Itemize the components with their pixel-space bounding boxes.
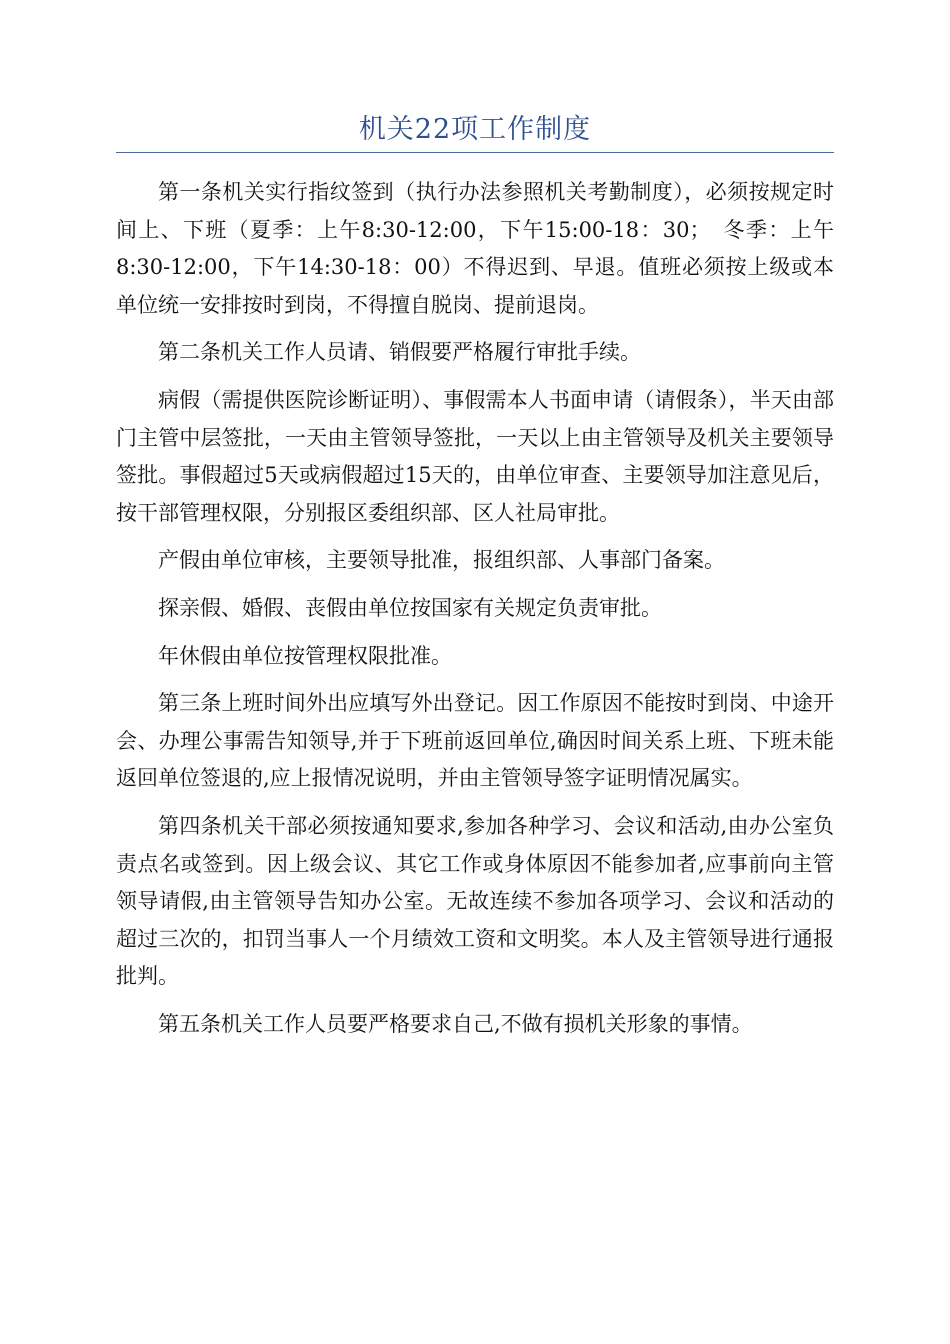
- paragraph-annual-leave: 年休假由单位按管理权限批准。: [158, 643, 452, 668]
- paragraph-article-2: 第二条机关工作人员请、销假要严格履行审批手续。: [158, 340, 641, 365]
- document-body: [116, 174, 834, 1053]
- paragraph-maternity-leave: 产假由单位审核，主要领导批准，报组织部、人事部门备案。: [158, 548, 725, 573]
- paragraph-family-leave: 探亲假、婚假、丧假由单位按国家有关规定负责审批。: [158, 595, 662, 620]
- paragraph-article-4: 第四条机关干部必须按通知要求,参加各种学习、会议和活动,由办公室负责点名或签到。因上级会议、其它工作或身体原因不能参加者,应事前向主管领导请假,由主管领导告知办公室。无故连续不参加各项学习、会议和活动的超过三次的，扣罚当事人一个月绩效工资和文明奖。本人及主管领导进行通报批判。: [116, 813, 834, 989]
- paragraph-article-1: 第一条机关实行指纹签到（执行办法参照机关考勤制度），必须按规定时间上、下班（夏季：上午8:30-12:00，下午15:00-18：30； 冬季：上午8:30-12:00，下午14:30-18：00）不得迟到、早退。值班必须按上级或本单位统一安排按时到岗，不得擅自脱岗、提前退岗。: [116, 180, 834, 317]
- title-block: [116, 112, 834, 153]
- paragraph-article-5: 第五条机关工作人员要严格要求自己,不做有损机关形象的事情。: [158, 1011, 753, 1036]
- paragraph-sick-leave: 病假（需提供医院诊断证明）、事假需本人书面申请（请假条），半天由部门主管中层签批，一天由主管领导签批，一天以上由主管领导及机关主要领导签批。事假超过5天或病假超过15天的，由单位审查、主要领导加注意见后，按干部管理权限，分别报区委组织部、区人社局审批。: [116, 387, 834, 525]
- document-title: 机关22项工作制度: [358, 114, 592, 145]
- paragraph-article-3: 第三条上班时间外出应填写外出登记。因工作原因不能按时到岗、中途开会、办理公事需告知领导,并于下班前返回单位,确因时间关系上班、下班未能返回单位签退的,应上报情况说明，并由主管领导签字证明情况属实。: [116, 691, 834, 791]
